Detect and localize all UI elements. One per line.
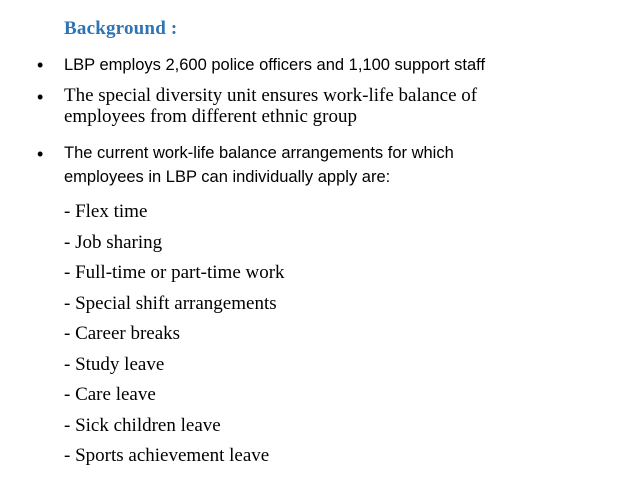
list-item: - Flex time <box>64 201 148 222</box>
bullet-marker: • <box>37 87 44 107</box>
list-item: - Job sharing <box>64 231 163 253</box>
bullet-line: LBP employs 2,600 police officers and 1,100 support staff <box>64 56 486 74</box>
bullet-line: The special diversity unit ensures work-life balance of <box>64 85 478 106</box>
list-item: - Full-time or part-time work <box>64 262 285 283</box>
list-item: - Care leave <box>64 384 156 405</box>
bullet-line: The current work-life balance arrangements for which <box>64 144 454 162</box>
list-item: - Study leave <box>64 353 165 375</box>
bullet-marker: • <box>37 55 44 75</box>
bullet-marker: • <box>37 144 44 164</box>
arrangement-list <box>64 197 285 472</box>
list-item: - Sports achievement leave <box>64 445 270 466</box>
slide-heading: Background : <box>64 18 178 39</box>
list-item: - Special shift arrangements <box>64 292 277 314</box>
bullet-line: employees in LBP can individually apply are: <box>64 168 391 186</box>
bullet-text <box>64 85 624 127</box>
list-item: - Career breaks <box>64 323 181 344</box>
bullet-line: employees from different ethnic group <box>64 106 357 127</box>
list-item: - Sick children leave <box>64 414 221 436</box>
bullet-text <box>64 141 624 189</box>
bullet-text <box>64 53 624 77</box>
